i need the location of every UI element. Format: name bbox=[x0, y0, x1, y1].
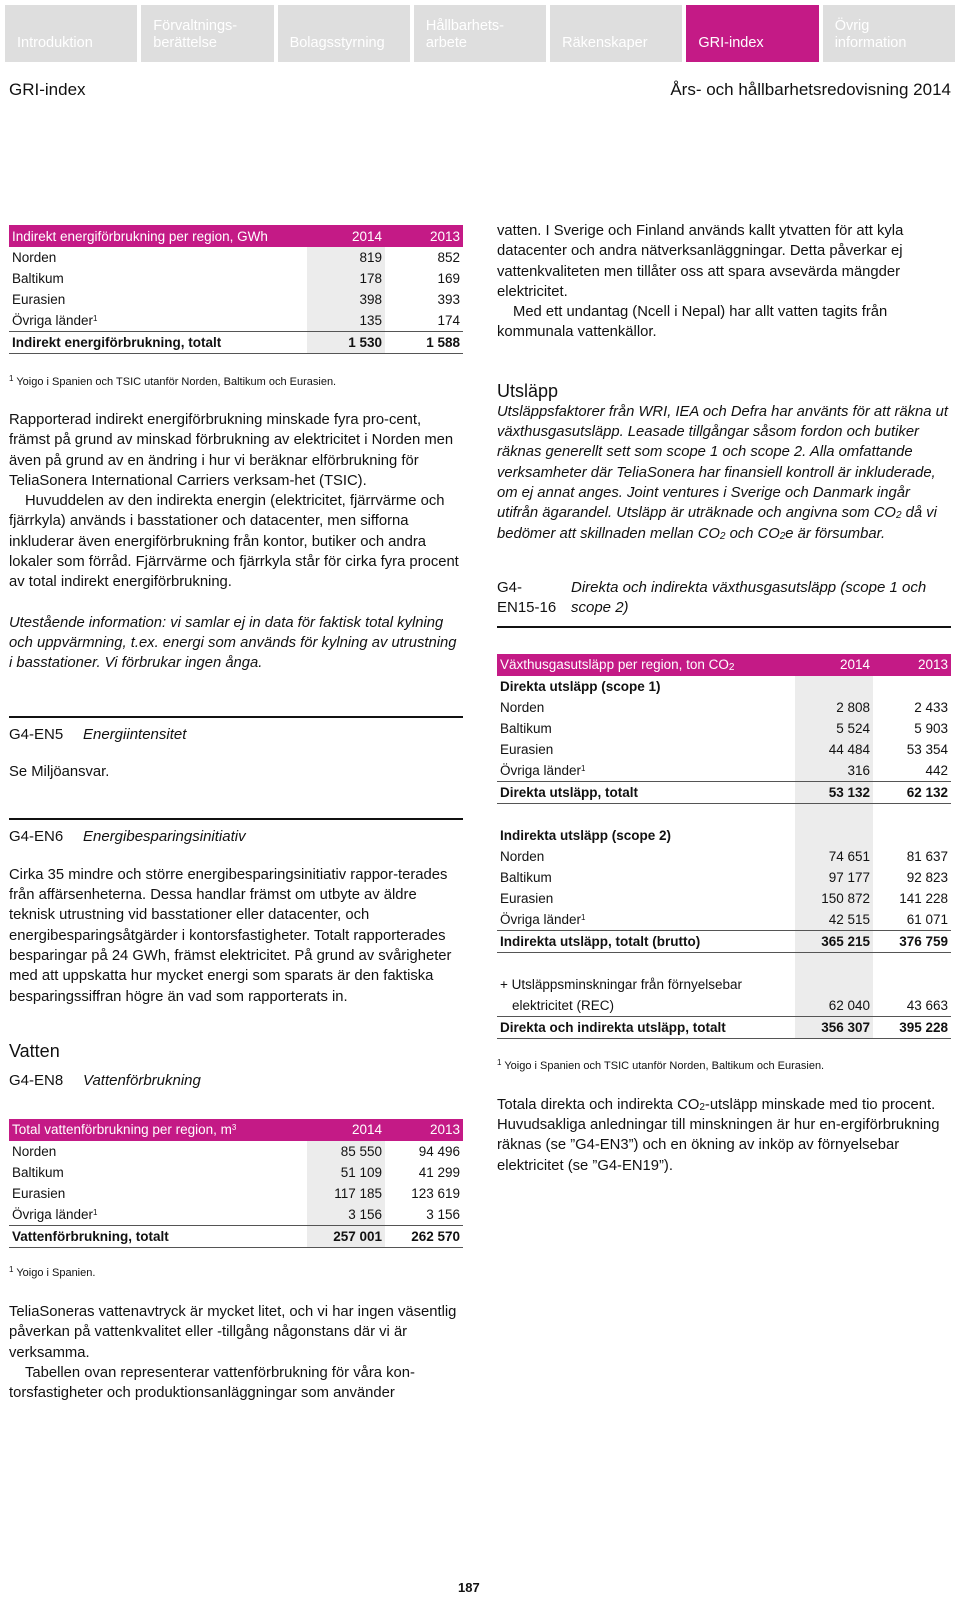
row-label: Norden bbox=[500, 848, 545, 864]
section-heading-en8 bbox=[9, 1072, 463, 1089]
value-2013: 174 bbox=[437, 313, 460, 328]
table-row bbox=[497, 718, 951, 739]
value-2013: 81 637 bbox=[906, 848, 948, 864]
value-2014: 819 bbox=[307, 247, 385, 268]
row-label: Direkta och indirekta utsläpp, totalt bbox=[497, 1016, 795, 1038]
table-row bbox=[497, 760, 951, 782]
table-row bbox=[497, 739, 951, 760]
section-heading-en15 bbox=[497, 578, 951, 628]
value-2013: 5 903 bbox=[914, 720, 948, 736]
value-2014: 398 bbox=[307, 289, 385, 310]
table-title: Total vattenförbrukning per region, $m^3$ bbox=[9, 1119, 307, 1141]
value-2013: 852 bbox=[437, 250, 460, 265]
paragraph: vatten. I Sverige och Finland används kallt ytvatten för att kyla datacenter och andra nätverksanläggningar. Detta påverkar ej vattenkvaliteten men tillåter oss att spara avsevärda mängder elektricitet. bbox=[497, 223, 904, 300]
row-label: Indirekta utsläpp (scope 2) bbox=[500, 827, 672, 843]
table-row bbox=[9, 268, 463, 289]
heading-vatten: Vatten bbox=[9, 1040, 60, 1061]
value-2013: 61 071 bbox=[906, 911, 948, 927]
col-2013: 2013 bbox=[873, 654, 951, 676]
row-label: Baltikum bbox=[12, 271, 64, 286]
value-2013: 123 619 bbox=[411, 1185, 460, 1201]
value-2014: 44 484 bbox=[795, 739, 873, 760]
table-row bbox=[9, 310, 463, 332]
paragraph: Totala direkta och indirekta $CO_2$-utsläpp minskade med tio procent. Huvudsakliga anledningar till minskningen är hur en-ergiförbrukning räknas (se ”G4-EN3”) och en ökning av inköp av förnyelsebar elektricitet (se ”G4-EN19”). bbox=[497, 1096, 940, 1174]
subheading-row bbox=[497, 676, 951, 697]
tab-gri-index[interactable] bbox=[686, 5, 818, 62]
value-2013: 376 759 bbox=[873, 930, 951, 952]
row-label: Eurasien bbox=[12, 1185, 66, 1201]
value-2013: 94 496 bbox=[418, 1143, 460, 1159]
row-label: Indirekt energiförbrukning, totalt bbox=[9, 332, 307, 354]
section-heading-en5 bbox=[9, 716, 463, 743]
table-row bbox=[497, 909, 951, 931]
heading-utslapp: Utsläpp bbox=[497, 380, 559, 401]
value-2013: 395 228 bbox=[873, 1016, 951, 1038]
value-2014: 53 132 bbox=[795, 781, 873, 803]
row-label: Övriga länder$^1$ bbox=[12, 313, 98, 328]
tab-hallbarhetsarbete[interactable] bbox=[414, 5, 546, 62]
value-2013: 53 354 bbox=[906, 741, 948, 757]
ghg-table bbox=[497, 654, 951, 1039]
paragraph: Med ett undantag (Ncell i Nepal) har allt vatten tagits från kommunala vattenkällor. bbox=[497, 304, 888, 341]
gri-title: Energiintensitet bbox=[83, 725, 187, 743]
row-label: Eurasien bbox=[500, 741, 554, 757]
value-2014: 5 524 bbox=[795, 718, 873, 739]
left-column bbox=[9, 225, 463, 1403]
tab-label: Hållbarhets- arbete bbox=[425, 18, 505, 51]
value-2013: 41 299 bbox=[418, 1164, 460, 1180]
paragraph-utslapp: Utsläppsfaktorer från WRI, IEA och Defra har använts för att räkna ut växthusgasutsläpp. Leasade tillgångar såsom fordon och butiker räknas generellt sett som scope 1 och scope 2. Alla omfattande verksamheter där TeliaSonera har finansiell kontroll är inkluderade, om ej annat anges. Joint ventures i Sverige och Danmark ingår utifrån ägarandel. Utsläpp är uträknade och angivna som $CO_2$ då vi bedömer att skillnaden mellan $CO_2$ och $CO_2e$ är försumbar. bbox=[497, 403, 948, 542]
paragraph: Huvuddelen av den indirekta energin (elektricitet, fjärrvärme och fjärrkyla) används i basstationer och datacenter, men sifforna inkluderar även energiförbrukning från kontor, butiker och andra lokaler som förråd. Fjärrvärme och fjärrkyla står för cirka fyra procent av total indirekt energiförbrukning. bbox=[9, 493, 459, 591]
value-2013: 2 433 bbox=[914, 699, 948, 715]
row-label: Eurasien bbox=[500, 890, 554, 906]
col-2014: 2014 bbox=[307, 225, 385, 247]
value-2013: 169 bbox=[437, 271, 460, 286]
table-row bbox=[9, 1204, 463, 1226]
table-row bbox=[497, 867, 951, 888]
value-2013: 393 bbox=[437, 292, 460, 307]
total-row bbox=[497, 781, 951, 803]
value-2014: 74 651 bbox=[795, 846, 873, 867]
tab-introduktion[interactable] bbox=[5, 5, 137, 62]
row-label: + Utsläppsminskningar från förnyelsebar bbox=[500, 976, 742, 992]
paragraph: Utestående information: vi samlar ej in data för faktisk total kylning och uppvärmning, t.ex. energi som används för kylning av utrustning i basstationer. Vi förbrukar ingen ånga. bbox=[9, 614, 457, 672]
table-row bbox=[9, 1141, 463, 1162]
row-label: Indirekta utsläpp, totalt (brutto) bbox=[497, 930, 795, 952]
value-2014: 62 040 bbox=[795, 995, 873, 1017]
value-2014: 97 177 bbox=[795, 867, 873, 888]
tab-label: Förvaltnings- berättelse bbox=[153, 18, 238, 51]
row-label: Baltikum bbox=[12, 1164, 64, 1180]
row-label: Baltikum bbox=[500, 720, 552, 736]
gri-code: G4- EN15-16 bbox=[497, 578, 557, 616]
tab-bolagsstyrning[interactable] bbox=[278, 5, 410, 62]
value-2013: 43 663 bbox=[906, 997, 948, 1013]
gri-title: Energibesparingsinitiativ bbox=[83, 827, 246, 845]
value-2014: 135 bbox=[307, 310, 385, 332]
tab-label: Bolagsstyrning bbox=[289, 35, 385, 51]
value-2013: 3 156 bbox=[426, 1206, 460, 1222]
value-2014: 150 872 bbox=[795, 888, 873, 909]
row-label: Norden bbox=[12, 1143, 57, 1159]
paragraph: Tabellen ovan representerar vattenförbrukning för våra kon-torsfastigheter och produktionsanläggningar som använder bbox=[9, 1364, 415, 1402]
row-label: elektricitet (REC) bbox=[512, 997, 615, 1013]
col-2013: 2013 bbox=[385, 1119, 463, 1141]
table-row bbox=[9, 289, 463, 310]
footnote: $^1$ Yoigo i Spanien och TSIC utanför Norden, Baltikum och Eurasien. bbox=[497, 1057, 825, 1072]
total-row bbox=[9, 332, 463, 354]
table-title: Växthusgasutsläpp per region, ton $CO_2$ bbox=[497, 654, 795, 676]
page-header bbox=[9, 80, 951, 100]
section-heading-en6 bbox=[9, 818, 463, 845]
table-row bbox=[497, 846, 951, 867]
value-2014: 178 bbox=[307, 268, 385, 289]
gri-title: Vattenförbrukning bbox=[83, 1071, 201, 1089]
tab-forvaltningsberattelse[interactable] bbox=[141, 5, 273, 62]
value-2013: 442 bbox=[925, 762, 948, 778]
paragraph: Cirka 35 mindre och större energibesparingsinitiativ rappor-terades från affärsenheterna. Dessa handlar främst om utbyte av äldre teknisk utrustning vid basstationer eller datacenter, och energibesparingsåtgärder i kontorsfastigheter. Totalt rapporterades besparingar på 24 GWh, främst elektricitet. På grund av svårigheter med att uppskatta hur mycket energi som sparats är den faktiska besparingssiffran högre än vad som rapporterats in. bbox=[9, 866, 452, 1005]
right-column bbox=[497, 221, 951, 1176]
table-row bbox=[497, 888, 951, 909]
tab-label: GRI-index bbox=[698, 35, 764, 51]
paragraph: Rapporterad indirekt energiförbrukning minskade fyra pro-cent, främst på grund av minskad förbrukning av elektricitet i Norden men även på grund av en ändring i hur vi beräknar elförbrukning för TeliaSonera International Carriers verksam-het (TSIC). bbox=[9, 412, 454, 489]
value-2014: 356 307 bbox=[795, 1016, 873, 1038]
paragraph: Se Miljöansvar. bbox=[9, 763, 110, 780]
row-label: Övriga länder$^1$ bbox=[500, 911, 586, 927]
row-label: Övriga länder$^1$ bbox=[500, 762, 586, 778]
value-2014: 316 bbox=[795, 760, 873, 782]
top-navigation bbox=[5, 5, 955, 62]
paragraph: TeliaSoneras vattenavtryck är mycket litet, och vi har ingen väsentlig påverkan på vattenkvalitet eller -tillgång någonstans där vi är verksamma. bbox=[9, 1303, 457, 1361]
value-2013: 62 132 bbox=[873, 781, 951, 803]
row-label: Övriga länder$^1$ bbox=[12, 1206, 98, 1222]
row-label: Baltikum bbox=[500, 869, 552, 885]
row-label: Eurasien bbox=[12, 292, 66, 307]
value-2013: 1 588 bbox=[385, 332, 463, 354]
gri-code: G4-EN6 bbox=[9, 827, 64, 845]
value-2013: 262 570 bbox=[385, 1225, 463, 1247]
report-title: Års- och hållbarhetsredovisning 2014 bbox=[670, 80, 951, 99]
row-label: Vattenförbrukning, totalt bbox=[9, 1225, 307, 1247]
value-2014: 2 808 bbox=[795, 697, 873, 718]
table-row bbox=[9, 1183, 463, 1204]
tab-label: Introduktion bbox=[17, 35, 93, 51]
value-2014: 365 215 bbox=[795, 930, 873, 952]
value-2013: 92 823 bbox=[906, 869, 948, 885]
value-2014: 257 001 bbox=[307, 1225, 385, 1247]
tab-label: Räkenskaper bbox=[562, 35, 648, 51]
gri-code: G4-EN8 bbox=[9, 1071, 64, 1089]
gri-code: G4-EN5 bbox=[9, 725, 64, 743]
row-label: Norden bbox=[12, 250, 57, 265]
table-row bbox=[497, 697, 951, 718]
value-2014: 42 515 bbox=[795, 909, 873, 931]
value-2014: 51 109 bbox=[307, 1162, 385, 1183]
tab-label: Övrig information bbox=[834, 18, 907, 51]
value-2014: 117 185 bbox=[307, 1183, 385, 1204]
indirect-energy-table bbox=[9, 225, 463, 354]
tab-ovrig-information[interactable] bbox=[823, 5, 955, 62]
col-2013: 2013 bbox=[385, 225, 463, 247]
col-2014: 2014 bbox=[307, 1119, 385, 1141]
row-label: Direkta utsläpp (scope 1) bbox=[500, 678, 661, 694]
value-2014: 3 156 bbox=[307, 1204, 385, 1226]
tab-rakenskaper[interactable] bbox=[550, 5, 682, 62]
total-row bbox=[497, 930, 951, 952]
table-row bbox=[9, 247, 463, 268]
row-label: Norden bbox=[500, 699, 545, 715]
table-row bbox=[497, 995, 951, 1017]
gri-title: Direkta och indirekta växthusgasutsläpp (scope 1 och scope 2) bbox=[571, 578, 927, 616]
footnote: $^1$ Yoigo i Spanien. bbox=[9, 1264, 96, 1279]
value-2013: 141 228 bbox=[899, 890, 948, 906]
water-table bbox=[9, 1119, 463, 1248]
total-row bbox=[9, 1225, 463, 1247]
col-2014: 2014 bbox=[795, 654, 873, 676]
table-title: Indirekt energiförbrukning per region, GWh bbox=[9, 225, 307, 247]
page-number: 187 bbox=[458, 1580, 480, 1595]
table-row bbox=[497, 974, 951, 995]
row-label: Direkta utsläpp, totalt bbox=[497, 781, 795, 803]
table-row bbox=[9, 1162, 463, 1183]
value-2014: 1 530 bbox=[307, 332, 385, 354]
value-2014: 85 550 bbox=[307, 1141, 385, 1162]
footnote: $^1$ Yoigo i Spanien och TSIC utanför Norden, Baltikum och Eurasien. bbox=[9, 374, 337, 388]
subheading-row bbox=[497, 825, 951, 846]
grand-total-row bbox=[497, 1016, 951, 1038]
section-title: GRI-index bbox=[9, 80, 86, 99]
